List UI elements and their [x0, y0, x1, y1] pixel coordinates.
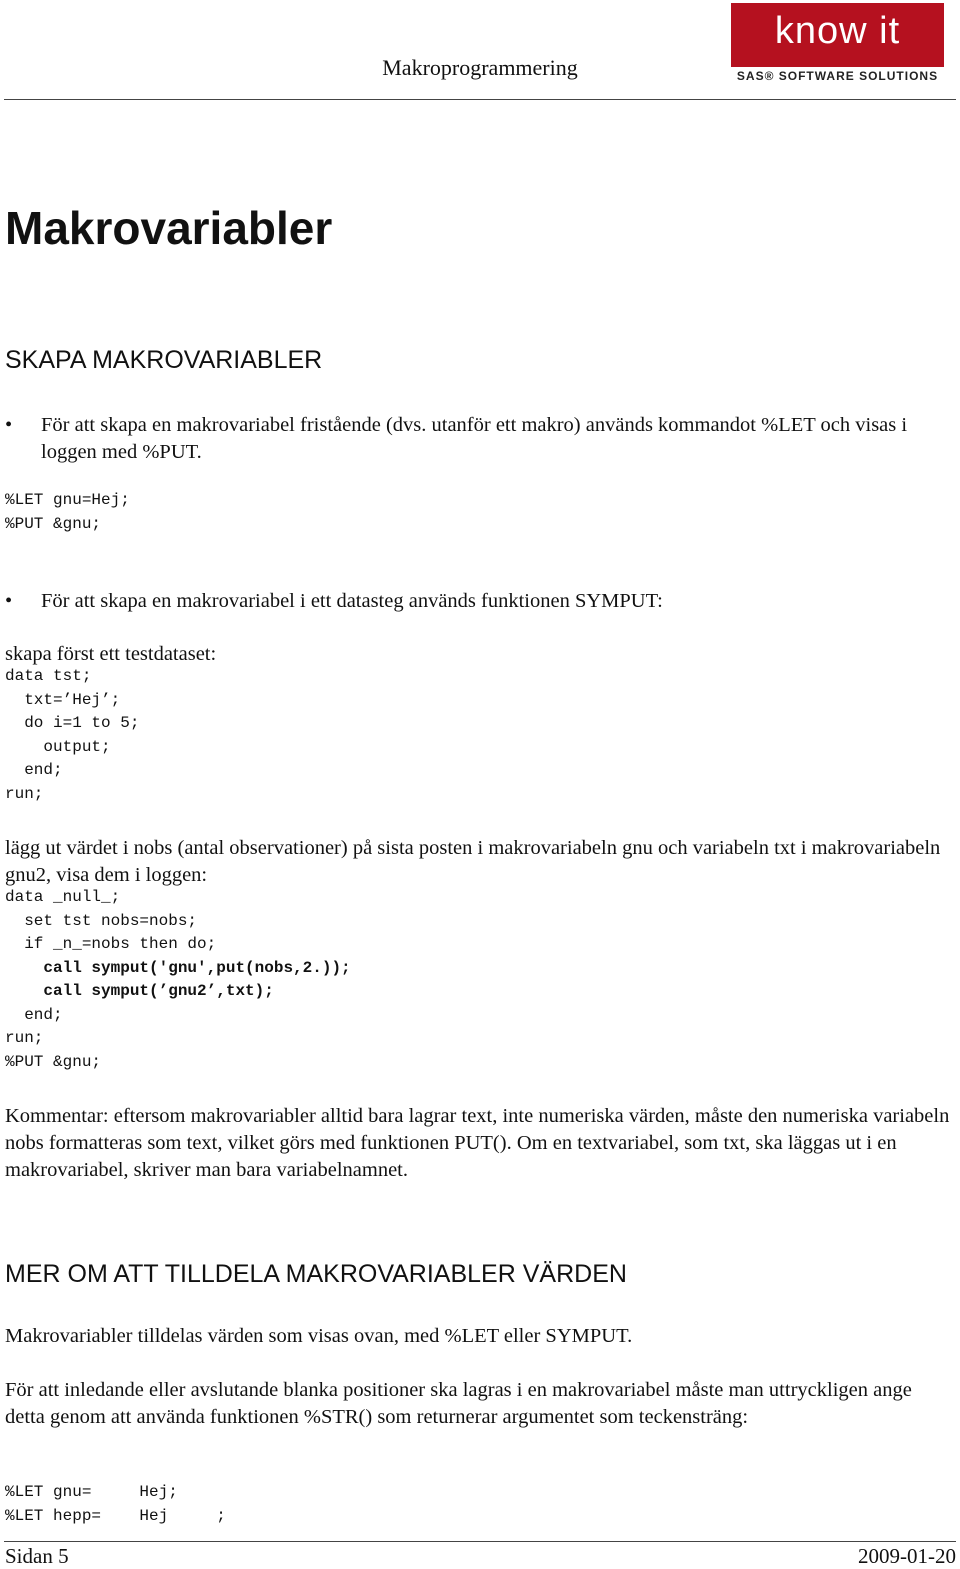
code-line: data tst;	[5, 667, 92, 685]
code-line: call symput('gnu',put(nobs,2.));	[5, 958, 351, 977]
code-line: end;	[5, 761, 63, 779]
paragraph: För att inledande eller avslutande blanka positioner ska lagras i en makrovariabel måste man uttryckligen ange detta genom att använda funktionen %STR() som returnerar argumentet som teckensträng:	[5, 1379, 912, 1428]
bullet-text: För att skapa en makrovariabel fristående (dvs. utanför ett makro) används kommandot %LET och visas i loggen med %PUT.	[41, 414, 908, 463]
section-title-tilldela: MER OM ATT TILLDELA MAKROVARIABLER VÄRDEN	[5, 1260, 627, 1288]
paragraph: Makrovariabler tilldelas värden som visas ovan, med %LET eller SYMPUT.	[5, 1325, 633, 1347]
code-line: txt=’Hej’;	[5, 690, 121, 709]
footer-date: 2009-01-20	[858, 1544, 956, 1568]
knowit-logo	[731, 3, 944, 90]
page-header-title: Makroprogrammering	[382, 55, 578, 80]
code-line: run;	[5, 1029, 44, 1047]
code-line: %PUT &gnu;	[5, 514, 102, 533]
code-line: end;	[5, 1005, 63, 1024]
code-block-blanks	[5, 1481, 226, 1528]
paragraph: lägg ut värdet i nobs (antal observationer) på sista posten i makrovariabeln gnu och variabeln txt i makrovariabeln gnu2, visa dem i loggen:	[5, 837, 941, 886]
comment-paragraph: Kommentar: eftersom makrovariabler alltid bara lagrar text, inte numeriska värden, måste den numeriska variabeln nobs formatteras som text, vilket görs med funktionen PUT(). Om en textvariabel, som txt, ska läggas ut i en makrovariabel, skriver man bara variabelnamnet.	[5, 1105, 950, 1181]
code-line: if _n_=nobs then do;	[5, 935, 217, 953]
bullet-dot-icon: •	[5, 414, 13, 436]
code-line: call symput(’gnu2’,txt);	[5, 982, 274, 1000]
code-block-let	[5, 489, 130, 536]
code-line: %LET gnu=Hej;	[5, 491, 130, 509]
code-line: do i=1 to 5;	[5, 714, 140, 732]
code-line: run;	[5, 784, 44, 803]
logo-tagline: SAS® SOFTWARE SOLUTIONS	[736, 69, 939, 83]
code-line: set tst nobs=nobs;	[5, 911, 198, 930]
code-block-datastep	[5, 665, 139, 806]
section-title-skapa: SKAPA MAKROVARIABLER	[5, 346, 323, 374]
code-line: %LET gnu= Hej;	[5, 1483, 178, 1501]
logo-wordmark: know it	[774, 10, 901, 52]
code-line: %PUT &gnu;	[5, 1052, 102, 1071]
code-line: output;	[5, 737, 111, 756]
code-block-symput	[5, 886, 351, 1074]
page-number: Sidan 5	[5, 1544, 69, 1568]
page-heading: Makrovariabler	[5, 202, 333, 254]
bullet-text: För att skapa en makrovariabel i ett datasteg används funktionen SYMPUT:	[41, 590, 663, 612]
header-divider	[4, 99, 956, 100]
code-line: data _null_;	[5, 888, 121, 906]
paragraph: skapa först ett testdataset:	[5, 643, 217, 665]
bullet-dot-icon: •	[5, 590, 13, 612]
code-line: %LET hepp= Hej ;	[5, 1506, 226, 1525]
footer-divider	[4, 1541, 956, 1542]
logo-banner	[731, 3, 944, 67]
